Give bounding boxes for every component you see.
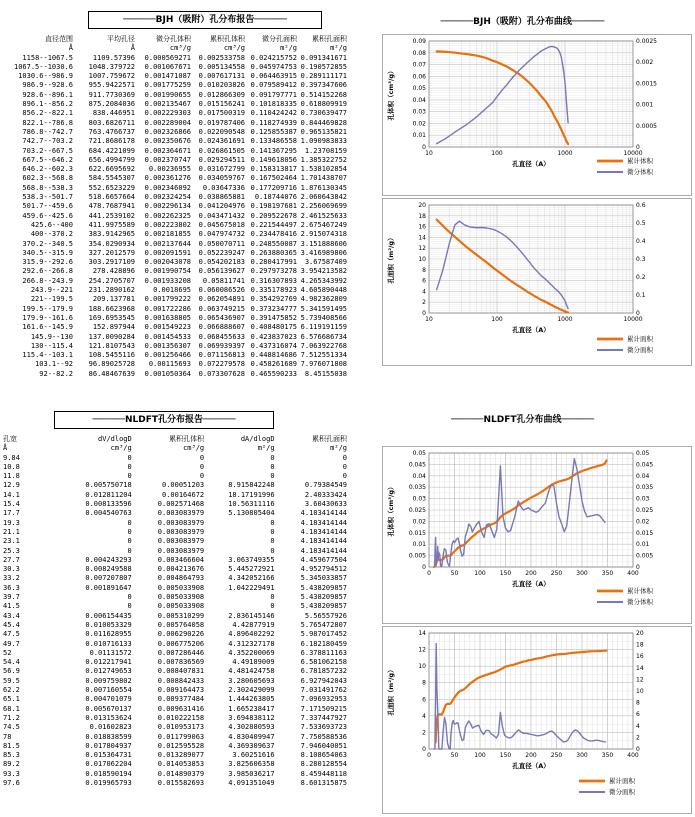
table-row: 602.3--568.8 584.5545307 0.002361276 0.034059767 0.167502464 1.701438707 [22, 174, 347, 183]
table-row: 786.8--742.7 763.4766737 0.002326866 0.022090548 0.125855387 0.965135821 [22, 127, 347, 136]
y-tick-label: 0.035 [636, 484, 654, 492]
table-row: 14.1 0.012811204 0.00164672 18.17191996 2.40333424 [3, 490, 347, 499]
table-row: 986.9--928.6 955.9422571 0.001775259 0.010203826 0.079589412 0.397347606 [22, 81, 347, 90]
table-row: 59.5 0.009759802 0.008842433 3.280605693 6.927942043 [3, 676, 347, 685]
y-axis-label: 孔面积（m²/g） [387, 666, 395, 716]
table-row: 1067.5--1030.6 1048.379722 0.001067671 0.005134558 0.045974753 0.190572855 [13, 62, 347, 71]
bjh-charts-title: ──────BJH（吸附）孔分布曲线────── [440, 17, 605, 27]
table-row: 538.3--501.7 518.6657664 0.002324254 0.038865881 0.18744076 2.060643842 [22, 193, 347, 202]
y-tick-label: 0.015 [408, 529, 426, 537]
table-row: 45.4 0.010053329 0.005764058 4.42877919 5.765472807 [3, 620, 347, 629]
x-tick-label: 200 [525, 570, 537, 577]
y-tick-label: 0 [636, 564, 640, 571]
table-row: 10.8 0 0 0 0 [3, 462, 347, 471]
table-row: 78 0.018838599 0.011799063 4.830409947 7.750588536 [3, 732, 347, 741]
y-tick-label: 0.5 [636, 220, 646, 227]
table-row: 822.1--786.8 803.6826711 0.002289004 0.019787406 0.118274939 0.844469828 [22, 118, 347, 127]
table-row: 221--199.5 209.137781 0.001799222 0.062054891 0.354292769 4.982362809 [30, 295, 347, 304]
y-tick-label: 20 [636, 630, 644, 637]
table-row: 56.9 0.012749653 0.008407831 4.481424758 6.781857232 [3, 667, 347, 676]
legend-label: 微分面积 [609, 788, 635, 796]
legend-label: 累计面积 [609, 777, 635, 785]
y-tick-label: 0.025 [408, 507, 426, 514]
table-row: 856.2--822.1 838.446951 0.002229303 0.017500319 0.110424242 0.730639477 [22, 109, 347, 118]
y-tick-label: 0.015 [636, 529, 654, 537]
table-row: 115.4--103.1 108.5455116 0.001256466 0.071156813 0.448814686 7.512551334 [22, 351, 347, 360]
x-tick-label: 150 [499, 752, 512, 759]
nldft-volume-chart-box [382, 446, 692, 624]
table-row: 47.5 0.011628955 0.006290226 4.896402292 5.987017452 [3, 630, 347, 639]
y-tick-label: 14 [418, 630, 426, 637]
y-tick-label: 0.02 [636, 518, 650, 526]
y-axis-label: 孔面积（m²/g） [387, 234, 395, 284]
x-tick-label: 100 [491, 316, 503, 323]
x-axis-label: 孔直径（A） [512, 326, 550, 334]
y-tick-label: 4 [636, 722, 640, 730]
x-tick-label: 10 [425, 150, 433, 157]
table-row: 1158--1067.5 1109.57396 0.000569271 0.002533758 0.024215752 0.091341671 [22, 53, 347, 62]
table-row: 703.2--667.5 684.4221099 0.002364671 0.026861505 0.141367295 1.23708159 [22, 146, 347, 155]
y-tick-label: 4 [422, 288, 426, 296]
y-tick-label: 2 [636, 734, 640, 742]
table-row: 928.6--896.1 911.7730369 0.001990655 0.012866309 0.091797771 0.514152268 [22, 90, 347, 99]
y-tick-label: 8 [422, 679, 426, 687]
y-tick-label: 0 [636, 144, 640, 151]
table-row: 568.8--538.3 552.6523229 0.002346092 0.03647336 0.177209716 1.876130345 [22, 183, 347, 192]
column-headers: 孔宽 dV/dlogD 累积孔体积 dA/dlogD 累积孔面积 [3, 435, 347, 443]
y-tick-label: 2 [422, 299, 426, 307]
y-tick-label: 0.05 [412, 450, 426, 457]
y-tick-label: 0 [422, 310, 426, 317]
nldft-report-title: ──────NLDFT孔分布报告────── [54, 411, 274, 429]
y-tick-label: 0.4 [636, 238, 646, 245]
legend-label: 累计体积 [627, 587, 653, 595]
table-row: 85.3 0.015364731 0.013289077 3.60251616 8.108654063 [3, 751, 347, 760]
x-tick-label: 400 [627, 570, 639, 577]
y-tick-label: 10 [418, 256, 426, 263]
bjh-volume-chart-box [382, 34, 692, 196]
x-tick-label: 350 [601, 752, 614, 759]
bjh_report-table [2, 35, 348, 379]
table-row: 68.1 0.005670137 0.009631416 1.665238417 7.171509215 [3, 704, 347, 713]
y-tick-label: 0.025 [636, 507, 654, 514]
table-row: 17.7 0.004540763 0.003083979 5.130805404 4.183414144 [3, 509, 347, 518]
y-tick-label: 0.0005 [636, 122, 657, 130]
bjh-report-title: ──────BJH（吸附）孔分布报告────── [88, 11, 322, 29]
y-tick-label: 0.04 [636, 472, 650, 480]
table-row: 199.5--179.9 188.6623968 0.001722286 0.063749215 0.373234777 5.341591495 [22, 304, 347, 313]
y-tick-label: 0.08 [412, 49, 426, 57]
table-row: 400--370.2 383.9142965 0.002181855 0.047974732 0.234478416 2.915074318 [30, 230, 347, 239]
table-row: 43.4 0.006154435 0.005310299 2.836145146 5.56557926 [3, 611, 347, 620]
bjh-area-chart [383, 199, 689, 363]
table-row: 9.84 0 0 0 0 [3, 453, 347, 462]
table-row: 54.4 0.012217941 0.007836569 4.49189009 6.581062158 [3, 658, 347, 667]
y-tick-label: 0 [422, 746, 426, 753]
y-tick-label: 0.2 [636, 274, 646, 281]
y-tick-label: 16 [418, 223, 426, 231]
bjh-report-table-wrap [2, 35, 348, 379]
column-headers: 直径范围 平均孔径 微分孔体积 累积孔体积 微分孔面积 累积孔面积 [45, 35, 347, 43]
table-row: 65.1 0.004701079 0.009377484 1.444263805 7.096932953 [3, 695, 347, 704]
x-tick-label: 300 [576, 752, 588, 759]
y-tick-label: 0.03 [412, 495, 426, 503]
y-tick-label: 6 [636, 711, 640, 719]
y-tick-label: 0.005 [636, 552, 654, 560]
nldft-report-section [2, 404, 348, 804]
y-tick-label: 4 [422, 712, 426, 720]
x-tick-label: 300 [576, 570, 588, 577]
table-row: 292.6--266.8 278.428896 0.001990754 0.056139627 0.297973278 3.954213582 [22, 267, 347, 276]
y-tick-label: 0 [636, 746, 640, 753]
table-row: 425.6--400 411.9975589 0.002223802 0.045675018 0.221544497 2.675467249 [30, 220, 347, 229]
x-tick-label: 50 [450, 752, 459, 759]
y-tick-label: 0.0015 [636, 80, 657, 88]
table-row: 266.8--243.9 254.2705707 0.001933208 0.05811741 0.316307893 4.265343992 [22, 276, 347, 285]
y-tick-label: 0.05 [636, 450, 650, 457]
table-row: 15.4 0.008133596 0.002571468 10.56311116 3.60430633 [3, 500, 347, 509]
table-row: 33.2 0.007207807 0.004864793 4.342052166 5.345033857 [3, 574, 347, 583]
y-tick-label: 0.03 [636, 495, 650, 503]
x-tick-label: 1000 [557, 316, 573, 323]
y-axis-label: 孔体积（cm³/g） [387, 67, 395, 121]
y-tick-label: 0.02 [412, 518, 426, 526]
nldft_report-table [2, 435, 348, 788]
table-row: 646.2--602.3 622.6695692 0.00236955 0.031672799 0.158313817 1.538102854 [22, 165, 347, 174]
bjh-volume-chart [383, 35, 689, 193]
x-tick-label: 1000 [557, 150, 573, 157]
bjh-charts-section [352, 6, 693, 372]
y-tick-label: 0.045 [636, 461, 654, 469]
y-tick-label: 0.01 [412, 541, 426, 549]
x-tick-label: 100 [474, 752, 486, 759]
y-tick-label: 0.07 [412, 61, 426, 69]
x-axis-label: 孔直径（A） [512, 762, 550, 770]
y-tick-label: 12 [418, 646, 426, 654]
x-tick-label: 200 [525, 752, 537, 759]
table-row: 315.9--292.6 303.2917109 0.002043078 0.054202183 0.280417991 3.67587409 [22, 258, 347, 267]
table-row: 370.2--340.5 354.0290934 0.002137644 0.050070711 0.248550087 3.151888606 [22, 239, 347, 248]
table-row: 93.3 0.018590194 0.014890379 3.985036217 8.459448118 [3, 769, 347, 778]
nldft-area-chart [383, 627, 689, 811]
x-tick-label: 10 [425, 316, 433, 323]
x-tick-label: 100 [491, 150, 503, 157]
nldft-volume-chart [383, 447, 689, 621]
y-tick-label: 0.02 [412, 120, 426, 128]
y-tick-label: 16 [636, 653, 644, 661]
y-tick-label: 10 [636, 688, 644, 695]
table-row: 92--82.2 86.48467639 0.001050364 0.073307628 0.465590233 8.45155038 [39, 369, 347, 378]
bjh-area-chart-box [382, 198, 692, 366]
y-tick-label: 0 [422, 564, 426, 571]
x-tick-label: 250 [550, 752, 563, 759]
table-row: 36.3 0.001891647 0.005033908 1.042229491 5.438209857 [3, 583, 347, 592]
legend-label: 微分体积 [627, 598, 653, 606]
y-tick-label: 0.0025 [636, 38, 657, 45]
y-tick-label: 8 [422, 266, 426, 274]
plot-area [429, 41, 633, 147]
table-row: 39.7 0 0.005033908 0 5.438209857 [3, 593, 347, 602]
y-tick-label: 12 [636, 676, 644, 684]
x-tick-label: 10000 [623, 316, 643, 323]
table-row: 243.9--221 231.2890162 0.0018695 0.060086526 0.335178923 4.605890448 [30, 286, 347, 295]
column-units: Å cm³/g cm³/g m²/g m²/g [3, 444, 347, 453]
table-row: 667.5--646.2 656.4994799 0.002370747 0.029294511 0.149618056 1.385322752 [22, 155, 347, 164]
y-tick-label: 0 [636, 310, 640, 317]
table-row: 340.5--315.9 327.2012579 0.002091591 0.052239247 0.263880365 3.416989806 [22, 248, 347, 257]
y-tick-label: 0.03 [412, 108, 426, 116]
y-tick-label: 18 [418, 212, 426, 220]
y-tick-label: 0.045 [408, 461, 426, 469]
y-tick-label: 10 [418, 663, 426, 671]
x-axis-label: 孔直径（A） [512, 160, 550, 168]
y-axis-label: 孔体积（cm³/g） [387, 483, 395, 537]
table-row: 23.1 0 0.003083979 0 4.183414144 [3, 537, 347, 546]
legend-label: 微分面积 [627, 346, 653, 354]
y-tick-label: 0 [422, 144, 426, 151]
y-tick-label: 6 [422, 696, 426, 704]
bjh-report-section [2, 6, 348, 378]
x-tick-label: 350 [601, 570, 614, 577]
table-row: 52 0.01131572 0.007286446 4.352200069 6.378811163 [3, 648, 347, 657]
nldft-charts-section [352, 404, 693, 814]
y-tick-label: 0.6 [636, 202, 646, 209]
table-row: 11.8 0 0 0 0 [3, 472, 347, 481]
nldft-charts-title: ──────NLDFT孔分布曲线────── [450, 415, 595, 425]
x-tick-label: 150 [499, 570, 512, 577]
table-row: 62.2 0.007160554 0.009164473 2.302429099 7.031491762 [3, 686, 347, 695]
table-row: 179.9--161.6 169.6953545 0.001638805 0.065436907 0.391475852 5.739408566 [22, 313, 347, 322]
table-row: 896.1--856.2 875.2084036 0.002135467 0.015156241 0.101818335 0.618809919 [22, 100, 347, 109]
table-row: 161.6--145.9 152.897944 0.001549223 0.066888607 0.408480175 6.119191159 [22, 323, 347, 332]
y-tick-label: 0.01 [636, 541, 650, 549]
table-row: 27.7 0.004243293 0.003466604 3.063749355 4.459677504 [3, 555, 347, 564]
x-axis-label: 孔直径（A） [512, 580, 550, 588]
legend-label: 累计面积 [627, 335, 653, 343]
y-tick-label: 14 [636, 664, 644, 672]
legend-label: 微分体积 [627, 168, 653, 176]
table-row: 145.9--130 137.0090284 0.001454533 0.068455633 0.423837023 6.576686734 [30, 332, 347, 341]
y-tick-label: 0.09 [412, 38, 426, 45]
y-tick-label: 0.002 [636, 59, 654, 67]
table-row: 49.7 0.010716133 0.006775206 4.312327178 6.182180459 [3, 639, 347, 648]
y-tick-label: 0.06 [412, 73, 426, 81]
table-row: 89.2 0.017062204 0.014053853 3.825606358 8.280128554 [3, 760, 347, 769]
table-row: 12.9 0.005750718 0.00051203 8.915842248 0.79384549 [3, 481, 347, 490]
table-row: 501.7--459.6 478.7687941 0.002296134 0.041204976 0.198197681 2.256069699 [22, 202, 347, 211]
x-tick-label: 0 [427, 570, 431, 577]
y-tick-label: 0.04 [412, 472, 426, 480]
y-tick-label: 0.005 [408, 552, 426, 560]
table-row: 81.5 0.017804937 0.012595528 4.369309637 7.946040051 [3, 741, 347, 750]
y-tick-label: 0.001 [636, 101, 654, 109]
table-row: 19.3 0 0.003083979 0 4.183414144 [3, 518, 347, 527]
column-units: Å Å cm³/g cm³/g m²/g m²/g [68, 44, 347, 53]
table-row: 30.3 0.008249588 0.004213676 5.445272921 4.952794512 [3, 565, 347, 574]
x-tick-label: 50 [450, 570, 459, 577]
y-tick-label: 2 [422, 729, 426, 737]
table-row: 71.2 0.013153624 0.010222158 3.694838112 7.337447927 [3, 713, 347, 722]
table-row: 25.3 0 0.003083979 0 4.183414144 [3, 546, 347, 555]
x-tick-label: 10000 [623, 150, 643, 157]
y-tick-label: 0.3 [636, 256, 646, 263]
table-row: 103.1--92 96.89025728 0.00115693 0.072279578 0.458261689 7.976071808 [35, 360, 347, 369]
y-tick-label: 18 [636, 641, 644, 649]
x-tick-label: 0 [427, 752, 431, 759]
y-tick-label: 12 [418, 245, 426, 253]
y-tick-label: 0.04 [412, 96, 426, 104]
y-tick-label: 6 [422, 277, 426, 285]
y-tick-label: 14 [418, 234, 426, 242]
table-row: 742.7--703.2 721.8686178 0.002350676 0.024361691 0.133486558 1.090983833 [22, 137, 347, 146]
nldft-area-chart-box [382, 626, 692, 814]
x-tick-label: 250 [550, 570, 563, 577]
legend-label: 累计体积 [627, 157, 653, 165]
table-row: 459.6--425.6 441.2539102 0.002262325 0.043471432 0.209522678 2.461525633 [22, 211, 347, 220]
y-tick-label: 0.035 [408, 484, 426, 492]
y-tick-label: 8 [636, 699, 640, 707]
table-row: 1030.6--986.9 1007.759672 0.001471087 0.007617131 0.064463915 0.289111171 [18, 72, 347, 81]
table-row: 41.5 0 0.005033908 0 5.438209857 [3, 602, 347, 611]
table-row: 97.6 0.019965793 0.015582693 4.091351049 8.601315875 [3, 778, 347, 787]
nldft-report-table-wrap [2, 435, 348, 788]
table-row: 21.1 0 0.003083979 0 4.183414144 [3, 527, 347, 536]
y-tick-label: 0.1 [636, 292, 646, 299]
x-tick-label: 100 [474, 570, 486, 577]
y-tick-label: 0.05 [412, 85, 426, 93]
table-row: 130--115.4 121.8107543 0.001356307 0.069939397 0.437316074 7.063922768 [30, 341, 347, 350]
x-tick-label: 400 [627, 752, 639, 759]
y-tick-label: 0.01 [412, 132, 426, 140]
y-tick-label: 20 [418, 202, 426, 209]
table-row: 74.5 0.01602823 0.010953173 4.302880593 7.533693723 [3, 723, 347, 732]
